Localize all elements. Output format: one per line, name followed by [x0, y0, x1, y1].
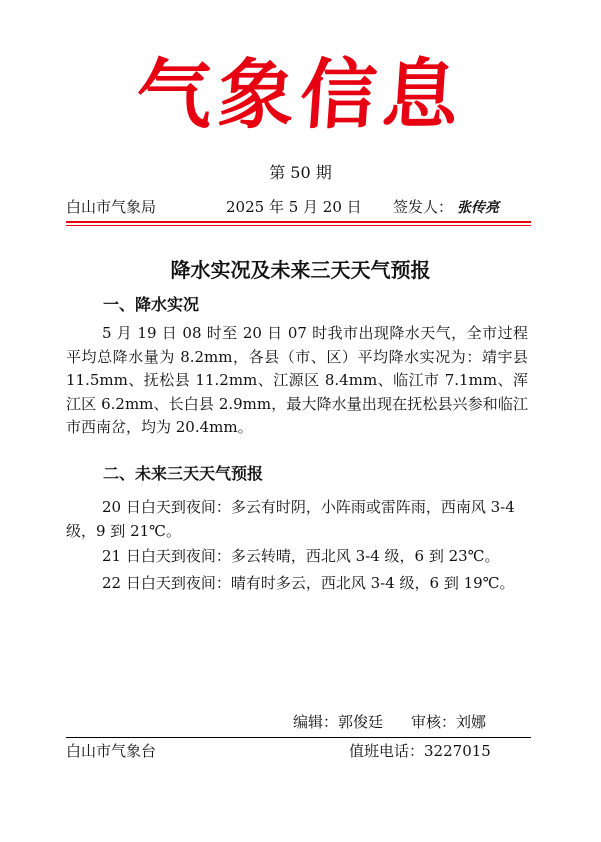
header-divider-thick — [66, 221, 531, 223]
signer-label: 签发人： — [393, 198, 454, 216]
signer-name: 张传亮 — [457, 200, 500, 216]
document-headline: 降水实况及未来三天天气预报 — [170, 258, 431, 282]
issue-date: 2025 年 5 月 20 日 — [226, 198, 362, 216]
forecast-day-20: 20 日白天到夜间：多云有时阴，小阵雨或雷阵雨，西南风 3-4 级，9 到 21℃。 — [66, 498, 515, 540]
credits — [293, 711, 486, 732]
reviewer-name: 刘娜 — [456, 713, 487, 731]
header-divider-thin — [66, 225, 531, 226]
issue-number: 第 50 期 — [269, 163, 332, 182]
masthead-title: 气象信息 — [133, 50, 468, 139]
footer-phone — [349, 740, 491, 761]
issuing-org: 白山市气象局 — [66, 198, 157, 216]
section-precipitation-body: 5 月 19 日 08 时至 20 日 07 时我市出现降水天气，全市过程平均总降水量为 8.2mm，各县（市、区）平均降水实况为：靖宇县 11.5mm、抚松县 11.2mm、江源区 8.4mm、临江市 7.1mm、浑江区 6.2mm、长白县 2.9mm，最大降水量出现在抚松县兴参和临江市西南岔，均为 20.4mm。 — [66, 324, 528, 436]
phone-label: 值班电话： — [349, 742, 425, 760]
forecast-day-22: 22 日白天到夜间：晴有时多云，西北风 3-4 级，6 到 19℃。 — [102, 574, 515, 592]
phone-number: 3227015 — [424, 742, 491, 760]
section-forecast-title: 二、未来三天天气预报 — [103, 464, 264, 483]
reviewer-label: 审核： — [411, 713, 457, 731]
signer — [393, 196, 499, 217]
editor-label: 编辑： — [293, 713, 339, 731]
footer-divider — [66, 737, 531, 738]
footer-org: 白山市气象台 — [66, 742, 157, 760]
forecast-day-21: 21 日白天到夜间：多云转晴，西北风 3-4 级，6 到 23℃。 — [102, 547, 500, 565]
section-precipitation-title: 一、降水实况 — [103, 295, 200, 314]
editor-name: 郭俊廷 — [338, 713, 384, 731]
issue-meta-row — [66, 196, 531, 218]
